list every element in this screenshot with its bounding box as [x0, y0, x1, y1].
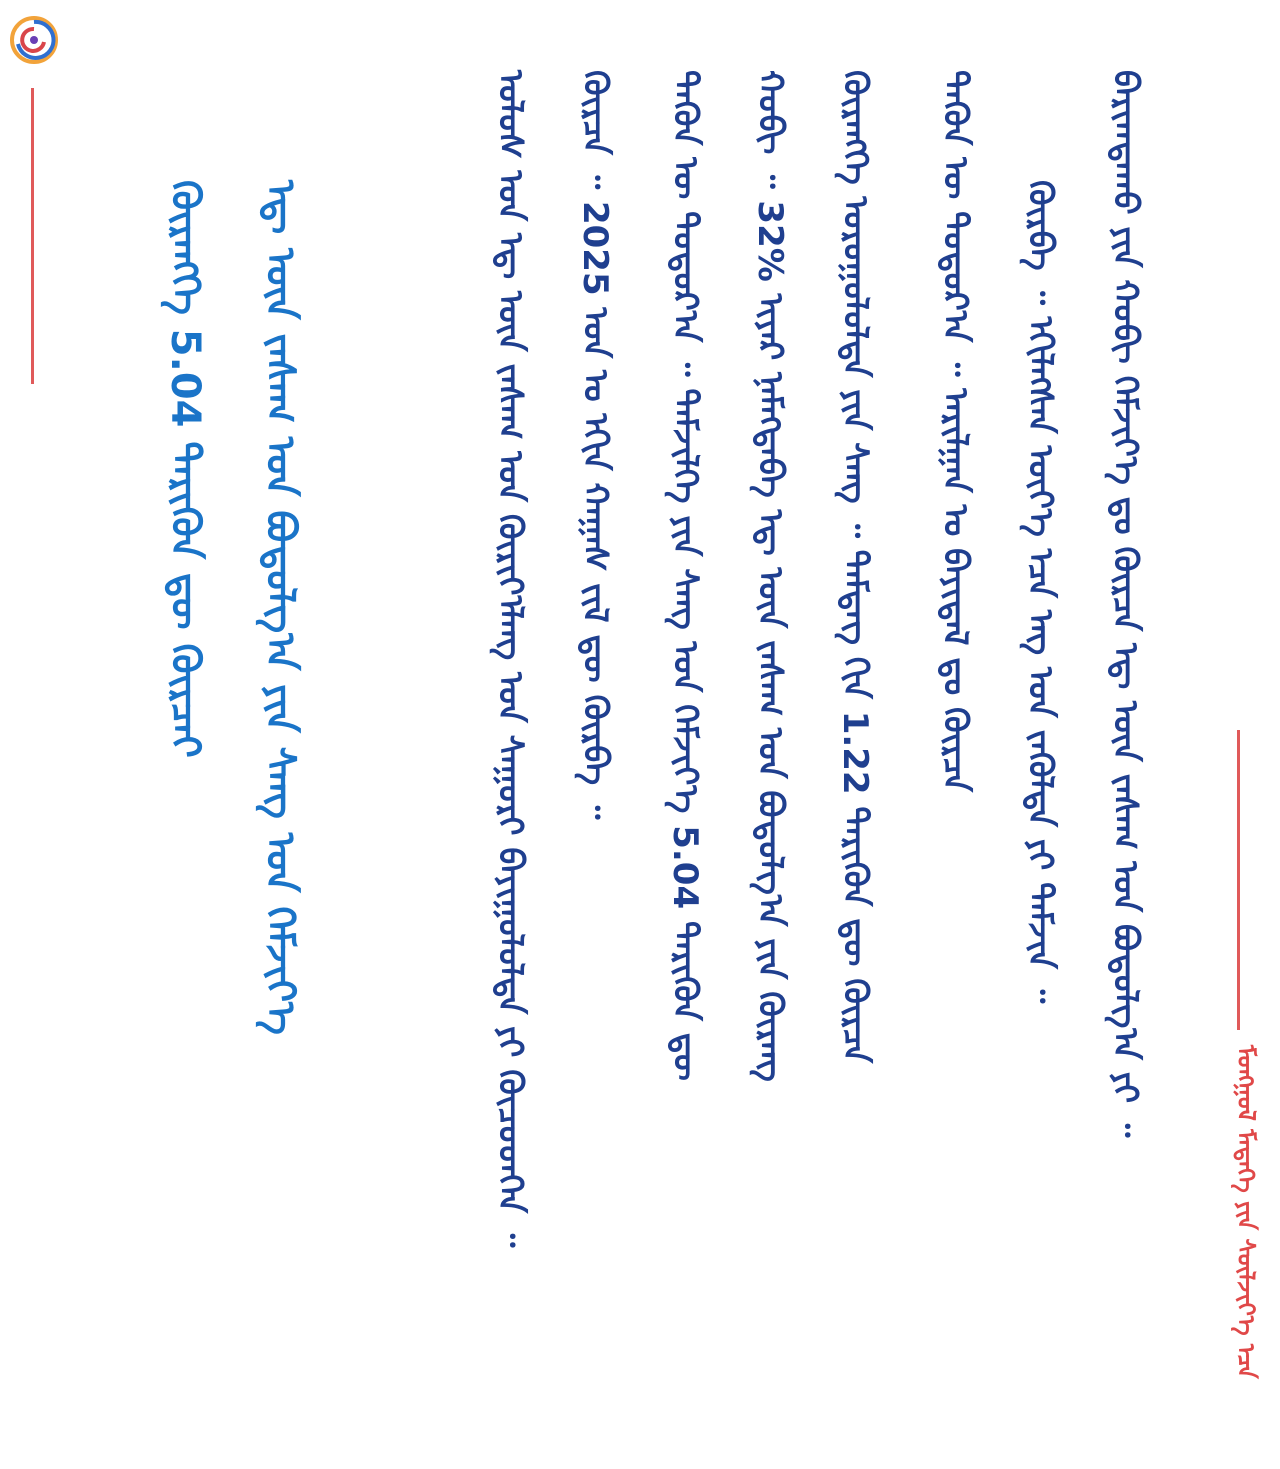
article-body-column: ᠬᠦᠷᠴᠡ ᠃ 2025 ᠣᠨ ᠤ ᠡᠬᠢᠨ ᠬᠠᠭᠠᠰ ᠵᠢᠯ ᠳᠦ ᠬᠦᠷᠪᠡ ᠃: [575, 70, 615, 820]
app-logo-icon: [8, 10, 60, 72]
headline-column: ᠬᠦᠷᠡᠩᠭᠡ 5.04 ᠲᠡᠷᠢᠭᠦᠨ ᠳᠦ ᠬᠦᠷᠴᠡᠢ: [162, 180, 208, 758]
article-body-column: ᠤᠯᠤᠰ ᠤᠨ ᠡᠳ᠋ ᠦᠨ ᠵᠠᠰᠠᠭ ᠤᠨ ᠬᠦᠷᠢᠶ᠎ᠡᠯᠡᠩ ᠤᠨ ᠰᠠᠭᠤᠷᠢ ᠪᠠᠶᠢᠭᠤᠯᠤᠯᠲᠠ ᠶᠢ ᠬᠦᠴᠦᠳᠬᠡᠨ ᠃: [490, 70, 530, 1248]
article-body-column: ᠲᠡᠭᠦᠨ ᠦ ᠳᠣᠲᠣᠷ᠎ᠠ ᠃ ᠠᠷᠢᠯᠭᠠᠨ ᠤ ᠪᠠᠶᠢᠳᠠᠯ ᠳᠤ ᠬᠦᠷᠴᠡ: [935, 70, 975, 792]
article-body-column: ᠬᠤᠪᠢ ᠃ 32% ᠢᠶᠠᠷ ᠨᠡᠮᠡᠭᠳᠡᠪᠡ ᠡᠳ᠋ ᠦᠨ ᠵᠠᠰᠠᠭ ᠤᠨ ᠪᠣᠳᠤᠯᠭ᠎ᠠ ᠶᠢᠨ ᠬᠦᠷᠡᠩ: [750, 70, 790, 1082]
article-body-column: ᠪᠠᠷᠢᠭᠳᠠᠬᠤ ᠶᠢᠨ ᠬᠤᠪᠢ ᠬᠡᠮᠵᠢᠶ᠎ᠡ ᠳᠤ ᠬᠦᠷᠴᠡ ᠡᠳ᠋ ᠦᠨ ᠵᠠᠰᠠᠭ ᠤᠨ ᠪᠣᠳᠤᠯᠭ᠎ᠠ ᠶᠢ ᠃: [1105, 70, 1145, 1138]
decorative-rule-right: [1237, 730, 1240, 1030]
article-body-column: ᠲᠡᠭᠦᠨ ᠦ ᠳᠣᠲᠣᠷ᠎ᠠ ᠃ ᠳᠡᠮᠵᠢᠯᠭᠡ ᠶᠢᠨ ᠰᠠᠩ ᠤᠨ ᠬᠡᠮᠵᠢᠶ᠎ᠡ 5.04 ᠲᠡᠷᠢᠭᠦᠨ ᠳᠦ: [665, 70, 705, 1081]
article-body-column: ᠬᠦᠷᠡᠩᠭᠡ ᠤᠷᠤᠭᠤᠯᠤᠯᠲᠠ ᠶᠢᠨ ᠰᠠᠩ ᠃ ᠲᠡᠮᠳᠡᠭ ᠬᠢᠨ 1.22 ᠲᠡᠷᠢᠭᠦᠨ ᠳᠦ ᠬᠦᠷᠴᠡ: [835, 70, 875, 1064]
source-label: ᠮᠣᠩᠭᠣᠯ ᠮᠡᠳᠡᠭᠡ ᠶᠢᠨ ᠰᠦᠯᠵᠢᠶ᠎ᠡ ᠡᠴᠡ: [1232, 1045, 1260, 1379]
article-body-column: ᠬᠦᠷᠪᠡ ᠃ ᠡᠬᠢᠯᠡᠭᠰᠡᠨ ᠦᠶ᠎ᠡ ᠡᠴᠡ ᠡᠩ ᠤᠨ ᠵᠡᠬᠦᠯᠲᠡ ᠶᠢ ᠳᠡᠮᠵᠢᠨ ᠃: [1020, 180, 1060, 1004]
headline-column: ᠡᠳ᠋ ᠦᠨ ᠵᠠᠰᠠᠭ ᠤᠨ ᠪᠣᠳᠤᠯᠭ᠎ᠠ ᠶᠢᠨ ᠰᠠᠩ ᠤᠨ ᠬᠡᠮᠵᠢᠶ᠎ᠡ: [257, 180, 303, 1035]
decorative-rule-left: [31, 88, 34, 384]
